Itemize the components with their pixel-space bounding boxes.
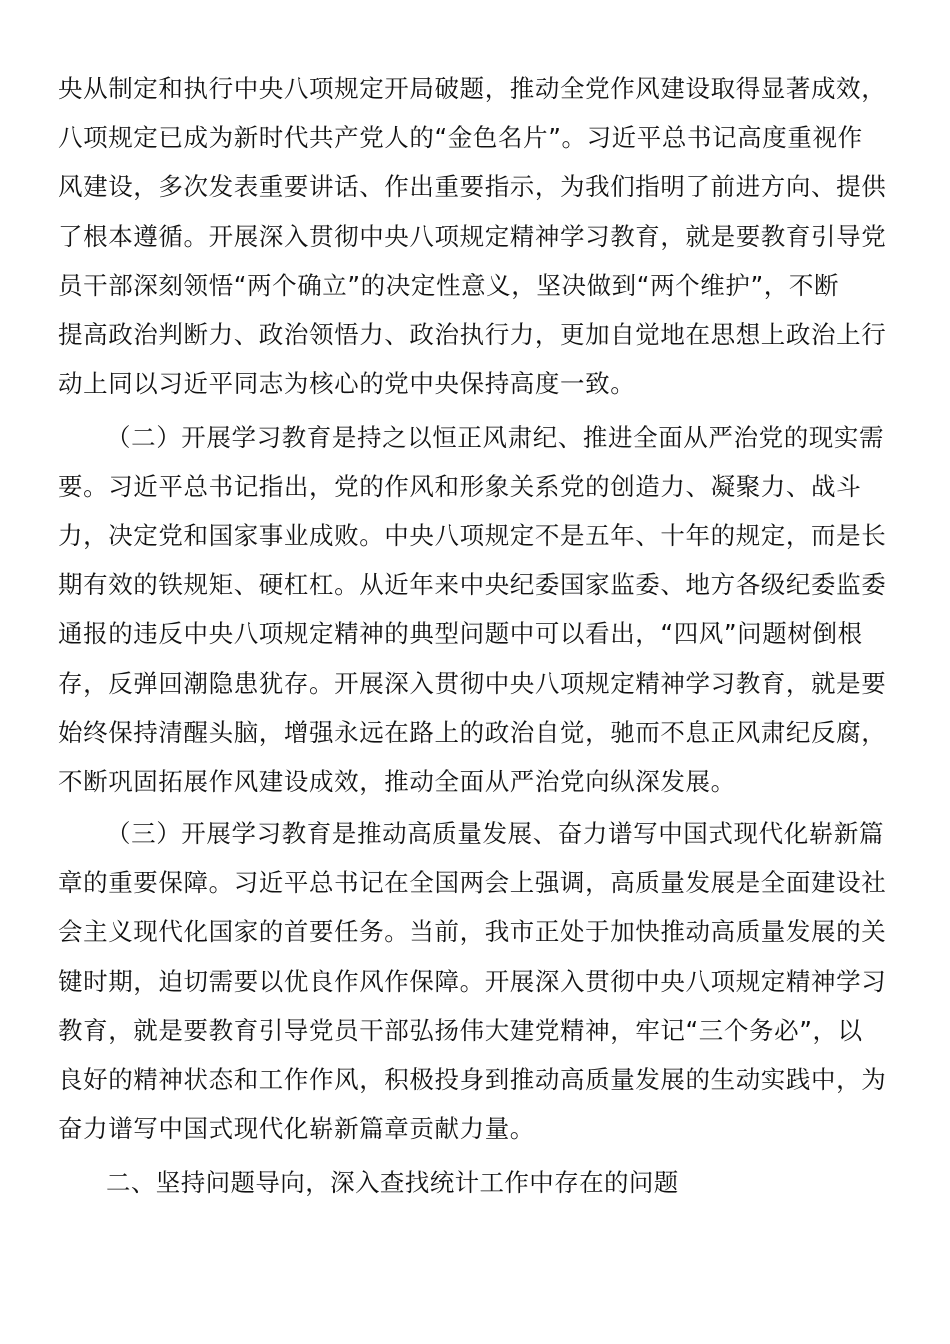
section-heading: 二、坚持问题导向，深入查找统计工作中存在的问题	[106, 1168, 679, 1197]
paragraph-line: 央从制定和执行中央八项规定开局破题，推动全党作风建设取得显著成效，	[58, 74, 887, 103]
paragraph-line: 始终保持清醒头脑，增强永远在路上的政治自觉，驰而不息正风肃纪反腐，	[58, 718, 887, 747]
paragraph-line: （三）开展学习教育是推动高质量发展、奋力谱写中国式现代化崭新篇	[106, 819, 885, 848]
paragraph-line: 不断巩固拓展作风建设成效，推动全面从严治党向纵深发展。	[58, 767, 736, 796]
paragraph-line: 提高政治判断力、政治领悟力、政治执行力，更加自觉地在思想上政治上行	[58, 320, 887, 349]
paragraph-line: 键时期，迫切需要以优良作风作保障。开展深入贯彻中央八项规定精神学习	[58, 967, 887, 996]
paragraph-line: 八项规定已成为新时代共产党人的“金色名片”。习近平总书记高度重视作	[58, 123, 863, 152]
paragraph-line: 会主义现代化国家的首要任务。当前，我市正处于加快推动高质量发展的关	[58, 917, 887, 946]
paragraph-line: 良好的精神状态和工作作风，积极投身到推动高质量发展的生动实践中，为	[58, 1065, 887, 1094]
paragraph-line: 奋力谱写中国式现代化崭新篇章贡献力量。	[58, 1114, 535, 1143]
paragraph-line: 期有效的铁规矩、硬杠杠。从近年来中央纪委国家监委、地方各级纪委监委	[58, 570, 887, 599]
paragraph-line: （二）开展学习教育是持之以恒正风肃纪、推进全面从严治党的现实需	[106, 423, 885, 452]
paragraph-line: 动上同以习近平同志为核心的党中央保持高度一致。	[58, 369, 636, 398]
paragraph-line: 力，决定党和国家事业成败。中央八项规定不是五年、十年的规定，而是长	[58, 521, 887, 550]
paragraph-line: 要。习近平总书记指出，党的作风和形象关系党的创造力、凝聚力、战斗	[58, 472, 862, 501]
paragraph-line: 员干部深刻领悟“两个确立”的决定性意义，坚决做到“两个维护”，不断	[58, 271, 840, 300]
paragraph-line: 风建设，多次发表重要讲话、作出重要指示，为我们指明了前进方向、提供	[58, 172, 887, 201]
paragraph-line: 通报的违反中央八项规定精神的典型问题中可以看出，“四风”问题树倒根	[58, 619, 863, 648]
paragraph-line: 教育，就是要教育引导党员干部弘扬伟大建党精神，牢记“三个务必”，以	[58, 1016, 863, 1045]
paragraph-line: 存，反弹回潮隐患犹存。开展深入贯彻中央八项规定精神学习教育，就是要	[58, 669, 887, 698]
paragraph-line: 了根本遵循。开展深入贯彻中央八项规定精神学习教育，就是要教育引导党	[58, 222, 887, 251]
paragraph-line: 章的重要保障。习近平总书记在全国两会上强调，高质量发展是全面建设社	[58, 868, 887, 897]
